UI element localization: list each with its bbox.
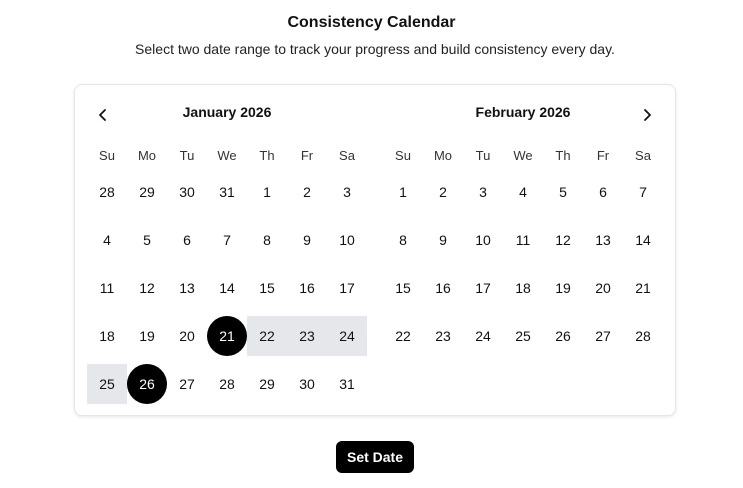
day-cell[interactable]: 29 [139, 184, 155, 200]
day-cell[interactable]: 14 [219, 280, 235, 296]
calendar-card [74, 84, 676, 416]
weekday-label: Th [555, 148, 571, 163]
day-cell-in-range[interactable]: 23 [287, 316, 327, 356]
day-cell[interactable]: 20 [595, 280, 611, 296]
day-cell[interactable]: 11 [515, 232, 531, 248]
day-cell[interactable]: 30 [299, 376, 315, 392]
day-cell[interactable]: 8 [399, 232, 407, 248]
day-cell[interactable]: 8 [263, 232, 271, 248]
day-cell-selected[interactable]: 26 [127, 364, 167, 404]
day-cell[interactable]: 29 [259, 376, 275, 392]
day-cell[interactable]: 4 [103, 232, 111, 248]
weekday-label: Su [99, 148, 115, 163]
day-cell[interactable]: 19 [555, 280, 571, 296]
weekday-label: Tu [475, 148, 491, 163]
day-cell[interactable]: 7 [639, 184, 647, 200]
day-cell[interactable]: 9 [439, 232, 447, 248]
day-cell[interactable]: 24 [475, 328, 491, 344]
weekday-header [87, 148, 367, 163]
day-cell[interactable]: 15 [395, 280, 411, 296]
day-cell[interactable]: 19 [139, 328, 155, 344]
day-cell[interactable]: 11 [99, 280, 115, 296]
day-cell[interactable]: 26 [555, 328, 571, 344]
weekday-label: Fr [300, 148, 314, 163]
weekday-label: Tu [179, 148, 195, 163]
day-cell[interactable]: 3 [343, 184, 351, 200]
set-date-button[interactable]: Set Date [336, 441, 414, 473]
day-cell[interactable]: 31 [339, 376, 355, 392]
weekday-label: We [217, 148, 237, 163]
weekday-label: Th [259, 148, 275, 163]
day-cell[interactable]: 13 [595, 232, 611, 248]
weekday-label: Su [395, 148, 411, 163]
day-cell[interactable]: 16 [299, 280, 315, 296]
day-cell[interactable]: 28 [99, 184, 115, 200]
day-cell[interactable]: 12 [555, 232, 571, 248]
day-cell[interactable]: 2 [439, 184, 447, 200]
day-cell[interactable]: 16 [435, 280, 451, 296]
day-cell[interactable]: 1 [263, 184, 271, 200]
day-grid [383, 172, 663, 364]
day-cell[interactable]: 13 [179, 280, 195, 296]
day-cell[interactable]: 5 [143, 232, 151, 248]
day-cell[interactable]: 3 [479, 184, 487, 200]
day-cell[interactable]: 22 [395, 328, 411, 344]
day-cell-selected[interactable]: 21 [207, 316, 247, 356]
day-cell[interactable]: 5 [559, 184, 567, 200]
weekday-label: Sa [635, 148, 651, 163]
day-cell[interactable]: 20 [179, 328, 195, 344]
page-title: Consistency Calendar [287, 14, 456, 31]
day-cell[interactable]: 23 [435, 328, 451, 344]
weekday-label: Sa [339, 148, 355, 163]
day-cell[interactable]: 7 [223, 232, 231, 248]
day-cell[interactable]: 6 [599, 184, 607, 200]
weekday-label: Fr [596, 148, 610, 163]
day-cell[interactable]: 12 [139, 280, 155, 296]
day-cell[interactable]: 9 [303, 232, 311, 248]
day-cell[interactable]: 27 [595, 328, 611, 344]
day-cell[interactable]: 17 [339, 280, 355, 296]
day-cell[interactable]: 27 [179, 376, 195, 392]
day-cell[interactable]: 14 [635, 232, 651, 248]
day-cell[interactable]: 17 [475, 280, 491, 296]
weekday-label: Mo [137, 148, 157, 163]
day-cell[interactable]: 28 [219, 376, 235, 392]
day-cell[interactable]: 25 [515, 328, 531, 344]
day-cell[interactable]: 31 [219, 184, 235, 200]
day-cell[interactable]: 4 [519, 184, 527, 200]
month-title: February 2026 [475, 104, 571, 120]
day-cell[interactable]: 18 [515, 280, 531, 296]
day-cell[interactable]: 10 [475, 232, 491, 248]
day-cell[interactable]: 15 [259, 280, 275, 296]
day-cell[interactable]: 28 [635, 328, 651, 344]
day-cell[interactable]: 10 [339, 232, 355, 248]
day-grid [87, 172, 367, 412]
weekday-header [383, 148, 663, 163]
month-title: January 2026 [182, 104, 272, 120]
weekday-label: Mo [433, 148, 453, 163]
day-cell-in-range[interactable]: 25 [87, 364, 127, 404]
day-cell[interactable]: 1 [399, 184, 407, 200]
day-cell[interactable]: 2 [303, 184, 311, 200]
day-cell[interactable]: 18 [99, 328, 115, 344]
page-subtitle: Select two date range to track your progress and build consistency every day. [135, 41, 615, 57]
day-cell[interactable]: 21 [635, 280, 651, 296]
day-cell[interactable]: 30 [179, 184, 195, 200]
day-cell[interactable]: 6 [183, 232, 191, 248]
weekday-label: We [513, 148, 533, 163]
day-cell-in-range[interactable]: 24 [327, 316, 367, 356]
day-cell-in-range[interactable]: 22 [247, 316, 287, 356]
